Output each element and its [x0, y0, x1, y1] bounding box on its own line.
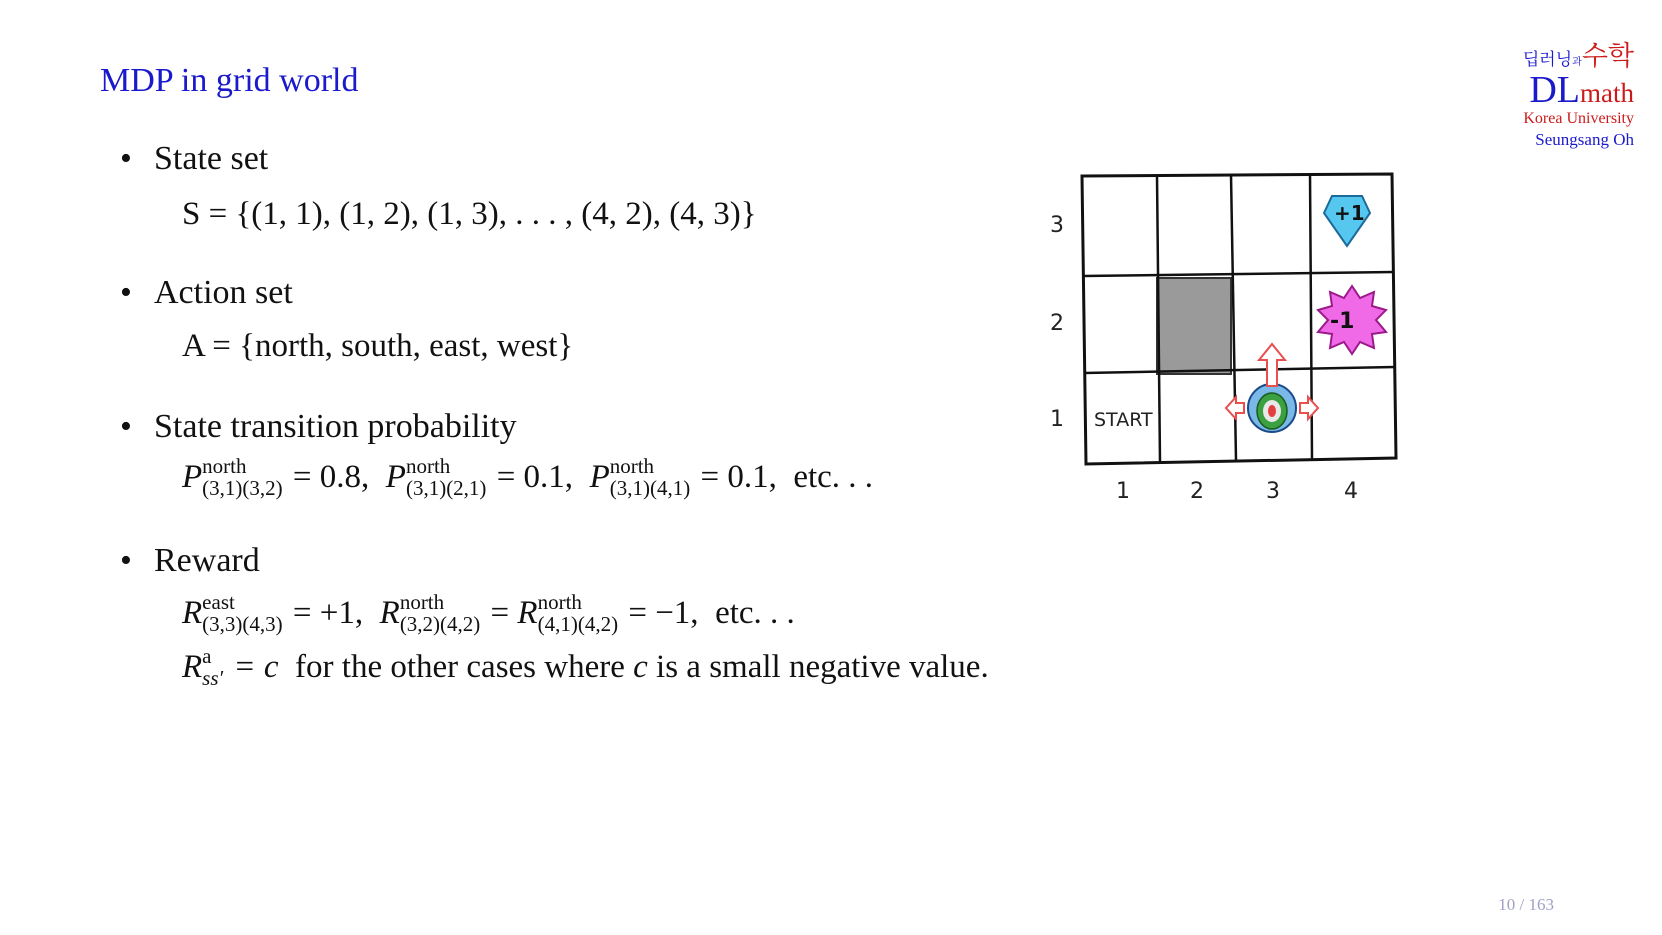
bullet-dot: • [120, 408, 132, 445]
reward-states: (3,3)(4,3) [202, 612, 283, 636]
col-label: 4 [1344, 479, 1358, 504]
reward-states: (4,1)(4,2) [537, 612, 619, 636]
bullet-action-set [120, 274, 293, 312]
logo-university: Korea University [1523, 110, 1634, 127]
prob-states: (3,1)(4,1) [609, 476, 691, 500]
logo-korean-big: 수학 [1581, 41, 1634, 72]
arrow-north-icon [1259, 344, 1285, 386]
reward-value: = [490, 595, 510, 632]
reward-text-after: is a small negative value. [656, 649, 989, 686]
etc-text: etc. . . [715, 595, 795, 632]
grid-line [1157, 176, 1160, 462]
reward-value: = +1, [292, 595, 364, 632]
prob-action: north [202, 454, 247, 478]
transition-formula [182, 454, 874, 501]
grid-line [1084, 367, 1395, 373]
etc-text: etc. . . [793, 459, 874, 496]
prob-symbol: P [182, 459, 203, 496]
bullet-label: Action set [154, 274, 293, 311]
prob-indices [610, 456, 690, 499]
reward-lhs: = c [233, 649, 279, 686]
bullet-reward [120, 542, 260, 580]
reward-symbol: R [182, 649, 203, 686]
grid-world-figure [1040, 168, 1420, 533]
slide-title: MDP in grid world [100, 62, 359, 99]
reward-indices [202, 592, 282, 635]
reward-indices [400, 592, 480, 635]
prob-action: north [405, 454, 451, 478]
action-set-formula: A = {north, south, east, west} [182, 328, 574, 364]
prob-value: = 0.8, [292, 459, 370, 496]
logo [1504, 34, 1634, 151]
bullet-transition [120, 408, 517, 446]
prob-indices [202, 456, 282, 499]
col-label: 2 [1190, 479, 1204, 504]
reward-states: (3,2)(4,2) [399, 612, 481, 636]
prob-indices [406, 456, 486, 499]
reward-states: ss′ [202, 666, 224, 690]
prob-states: (3,1)(3,2) [202, 476, 283, 500]
row-label: 3 [1050, 213, 1064, 238]
reward-indices [202, 646, 223, 689]
reward-symbol: R [379, 595, 400, 632]
reward-action: east [202, 590, 235, 614]
reward-action: north [399, 590, 445, 614]
row-label: 2 [1050, 311, 1064, 336]
logo-korean-gwa: 과 [1572, 57, 1582, 68]
reward-text-before: for the other cases where [295, 649, 625, 686]
row-label: 1 [1050, 407, 1064, 432]
prob-symbol: P [385, 459, 406, 496]
reward-variable: c [633, 649, 648, 686]
bullet-dot: • [120, 542, 132, 579]
grid-world-svg [1040, 168, 1420, 528]
reward-action: a [202, 644, 212, 668]
prob-symbol: P [589, 459, 610, 496]
bullet-label: State set [154, 140, 269, 177]
bullet-label: State transition probability [154, 408, 517, 445]
prob-value: = 0.1, [496, 459, 574, 496]
prob-action: north [609, 454, 655, 478]
reward-symbol: R [182, 595, 203, 632]
col-label: 3 [1266, 479, 1280, 504]
prob-value: = 0.1, [700, 459, 777, 496]
reward-symbol: R [517, 595, 538, 632]
logo-author: Seungsang Oh [1535, 130, 1634, 149]
start-label: START [1094, 409, 1153, 431]
reward-indices [538, 592, 618, 635]
robot-icon [1248, 384, 1296, 432]
logo-korean-small: 딥러닝 [1522, 50, 1573, 70]
arrow-east-icon [1300, 397, 1318, 419]
col-label: 1 [1116, 479, 1130, 504]
prob-states: (3,1)(2,1) [405, 476, 487, 500]
logo-math: math [1580, 78, 1634, 108]
bullet-state-set [120, 140, 268, 178]
reward-value: = −1, [628, 595, 699, 632]
state-set-formula: S = {(1, 1), (1, 2), (1, 3), . . . , (4, 2), (4, 3)} [182, 196, 757, 232]
arrow-west-icon [1226, 397, 1244, 419]
grid-line [1083, 272, 1394, 276]
page-number: 10 / 163 [1498, 895, 1554, 914]
bullet-dot: • [120, 140, 132, 177]
logo-dl: DL [1529, 69, 1580, 111]
pit-label: -1 [1330, 309, 1355, 334]
goal-label: +1 [1334, 201, 1365, 225]
wall-cell [1157, 278, 1231, 374]
reward-action: north [537, 590, 582, 614]
reward-formula [182, 590, 795, 637]
reward-general-formula [182, 644, 989, 691]
bullet-label: Reward [154, 542, 260, 579]
bullet-dot: • [120, 274, 132, 311]
